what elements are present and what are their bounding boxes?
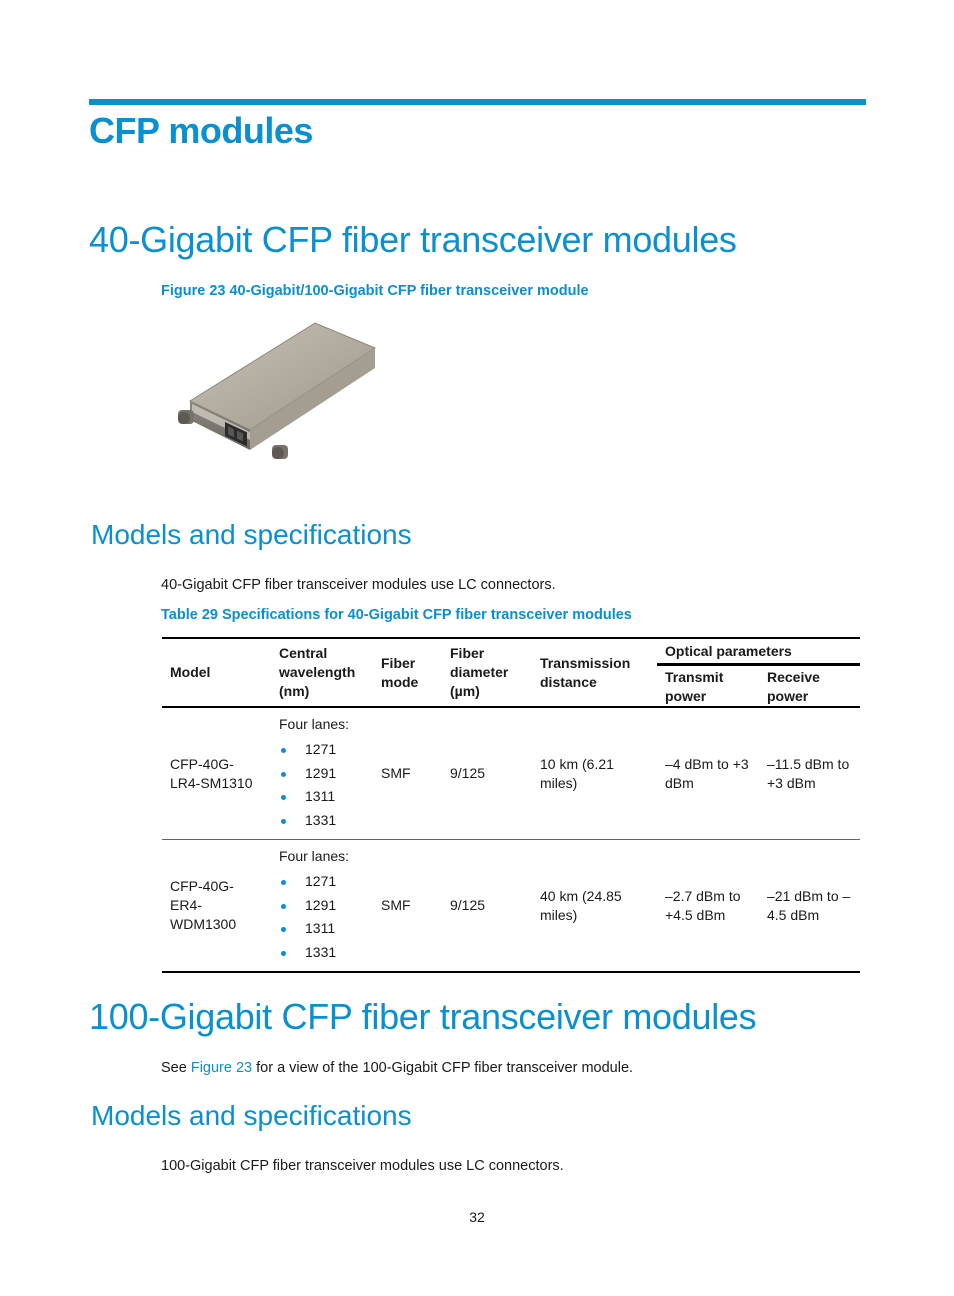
header-optical-parameters: Optical parameters	[657, 638, 860, 665]
lanes-label: Four lanes:	[279, 716, 350, 732]
see-prefix: See	[161, 1060, 191, 1076]
header-model: Model	[162, 638, 271, 707]
cell-receive-power: –11.5 dBm to +3 dBm	[759, 707, 860, 840]
cell-model: CFP-40G-ER4-WDM1300	[162, 840, 271, 973]
lanes-list	[279, 870, 365, 964]
header-receive-power: Receive power	[759, 665, 860, 708]
lane-item: 1311	[279, 785, 365, 809]
lane-item: 1291	[279, 762, 365, 786]
see-figure-paragraph	[161, 1060, 633, 1076]
cell-receive-power: –21 dBm to –4.5 dBm	[759, 840, 860, 973]
lane-item: 1331	[279, 941, 365, 965]
header-distance: Transmission distance	[532, 638, 657, 707]
see-suffix: for a view of the 100-Gigabit CFP fiber transceiver module.	[252, 1060, 634, 1076]
figure-caption: Figure 23 40-Gigabit/100-Gigabit CFP fiber transceiver module	[161, 283, 589, 299]
cell-fiber-mode: SMF	[373, 840, 442, 973]
section-heading-40g: 40-Gigabit CFP fiber transceiver modules	[89, 219, 737, 260]
chapter-rule	[89, 99, 866, 105]
chapter-title: CFP modules	[89, 110, 313, 151]
table-row	[162, 840, 860, 973]
cell-distance: 10 km (6.21 miles)	[532, 707, 657, 840]
cell-wavelength	[271, 707, 373, 840]
lane-item: 1331	[279, 809, 365, 833]
page-number: 32	[469, 1209, 485, 1225]
cell-transmit-power: –2.7 dBm to +4.5 dBm	[657, 840, 759, 973]
cell-transmit-power: –4 dBm to +3 dBm	[657, 707, 759, 840]
lane-item: 1271	[279, 870, 365, 894]
cell-fiber-mode: SMF	[373, 707, 442, 840]
lane-item: 1271	[279, 738, 365, 762]
table-row	[162, 707, 860, 840]
subheading-models-100g: Models and specifications	[91, 1100, 412, 1131]
header-fiber-diameter: Fiber diameter (µm)	[442, 638, 532, 707]
cell-model: CFP-40G-LR4-SM1310	[162, 707, 271, 840]
spec-table-40g	[162, 637, 860, 973]
header-wavelength: Central wavelength (nm)	[271, 638, 373, 707]
cell-wavelength	[271, 840, 373, 973]
figure-23-link[interactable]: Figure 23	[190, 1060, 253, 1076]
cell-fiber-diameter: 9/125	[442, 707, 532, 840]
intro-40g: 40-Gigabit CFP fiber transceiver modules use LC connectors.	[161, 577, 556, 593]
lanes-list	[279, 738, 365, 832]
subheading-models-40g: Models and specifications	[91, 519, 412, 550]
lane-item: 1311	[279, 917, 365, 941]
table-caption: Table 29 Specifications for 40-Gigabit CFP fiber transceiver modules	[161, 607, 632, 623]
lane-item: 1291	[279, 894, 365, 918]
header-fiber-mode: Fiber mode	[373, 638, 442, 707]
section-heading-100g: 100-Gigabit CFP fiber transceiver modules	[89, 996, 757, 1037]
cfp-module-image	[170, 318, 390, 473]
lanes-label: Four lanes:	[279, 848, 350, 864]
header-transmit-power: Transmit power	[657, 665, 759, 708]
cell-fiber-diameter: 9/125	[442, 840, 532, 973]
cell-distance: 40 km (24.85 miles)	[532, 840, 657, 973]
intro-100g: 100-Gigabit CFP fiber transceiver modules use LC connectors.	[161, 1158, 564, 1174]
